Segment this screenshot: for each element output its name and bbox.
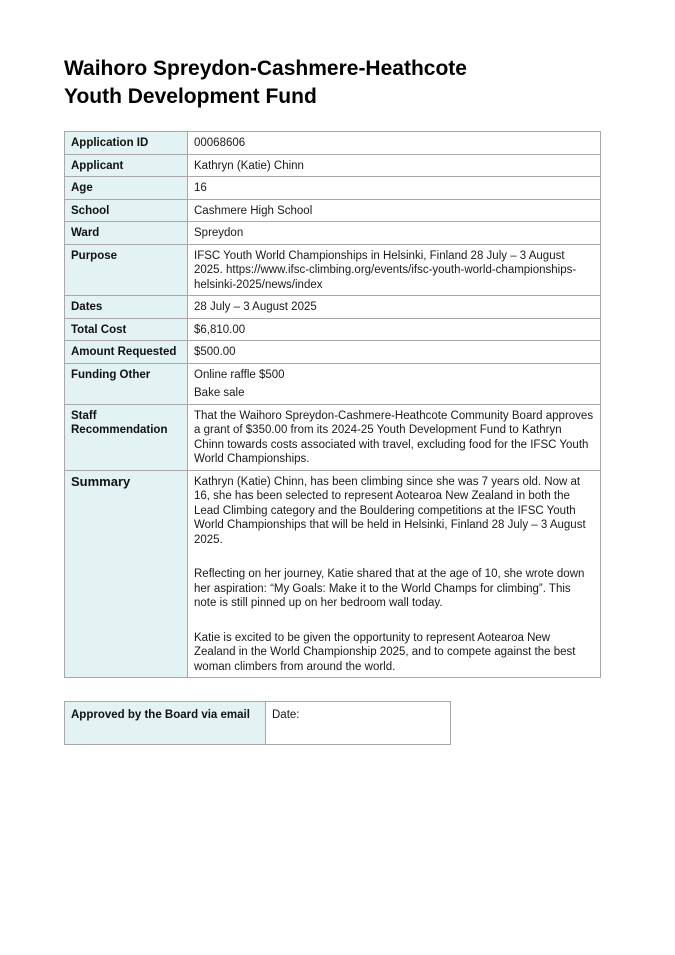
approval-label: Approved by the Board via email bbox=[65, 702, 266, 745]
amount-requested-value: $500.00 bbox=[188, 341, 601, 364]
row-school bbox=[65, 199, 601, 222]
row-total-cost bbox=[65, 318, 601, 341]
age-value: 16 bbox=[188, 177, 601, 200]
row-dates bbox=[65, 296, 601, 319]
total-cost-label: Total Cost bbox=[65, 318, 188, 341]
summary-paragraph: Reflecting on her journey, Katie shared that at the age of 10, she wrote down her aspiration: “My Goals: Make it to the World Champs for climbing”. This note is still pinned up on her bedroom wall today. bbox=[194, 568, 585, 609]
application-id-label: Application ID bbox=[65, 132, 188, 155]
amount-requested-label: Amount Requested bbox=[65, 341, 188, 364]
school-value: Cashmere High School bbox=[188, 199, 601, 222]
application-details-table bbox=[64, 131, 601, 678]
row-purpose bbox=[65, 244, 601, 296]
row-application-id bbox=[65, 132, 601, 155]
document-title bbox=[64, 55, 467, 111]
staff-recommendation-value: That the Waihoro Spreydon-Cashmere-Heathcote Community Board approves a grant of $350.00 from its 2024-25 Youth Development Fund to Kathryn Chinn towards costs associated with travel, excluding food for the IFSC Youth World Championships. bbox=[188, 404, 601, 470]
ward-value: Spreydon bbox=[188, 222, 601, 245]
funding-other-item: Online raffle $500 bbox=[194, 368, 285, 381]
row-approval bbox=[65, 702, 451, 745]
row-amount-requested bbox=[65, 341, 601, 364]
row-summary bbox=[65, 470, 601, 678]
approval-date-field[interactable]: Date: bbox=[266, 702, 451, 745]
row-staff-recommendation bbox=[65, 404, 601, 470]
applicant-label: Applicant bbox=[65, 154, 188, 177]
title-line-1: Waihoro Spreydon-Cashmere-Heathcote bbox=[64, 57, 467, 80]
ward-label: Ward bbox=[65, 222, 188, 245]
age-label: Age bbox=[65, 177, 188, 200]
purpose-value: IFSC Youth World Championships in Helsinki, Finland 28 July – 3 August 2025. https://www.ifsc-climbing.org/events/ifsc-youth-world-championships-helsinki-2025/news/index bbox=[188, 244, 601, 296]
funding-other-label: Funding Other bbox=[65, 363, 188, 404]
funding-other-value bbox=[188, 363, 601, 404]
summary-label: Summary bbox=[65, 470, 188, 678]
row-ward bbox=[65, 222, 601, 245]
title-line-2: Youth Development Fund bbox=[64, 85, 317, 108]
total-cost-value: $6,810.00 bbox=[188, 318, 601, 341]
row-age bbox=[65, 177, 601, 200]
staff-recommendation-label: Staff Recommendation bbox=[65, 404, 188, 470]
row-applicant bbox=[65, 154, 601, 177]
approval-table bbox=[64, 701, 451, 745]
summary-value bbox=[188, 470, 601, 678]
summary-paragraph: Katie is excited to be given the opportunity to represent Aotearoa New Zealand in the World Championship 2025, and to compete against the best woman climbers from around the world. bbox=[194, 631, 576, 673]
row-funding-other bbox=[65, 363, 601, 404]
dates-value: 28 July – 3 August 2025 bbox=[188, 296, 601, 319]
application-id-value: 00068606 bbox=[188, 132, 601, 155]
purpose-label: Purpose bbox=[65, 244, 188, 296]
funding-other-item: Bake sale bbox=[194, 387, 245, 399]
dates-label: Dates bbox=[65, 296, 188, 319]
school-label: School bbox=[65, 199, 188, 222]
summary-paragraph: Kathryn (Katie) Chinn, has been climbing since she was 7 years old. Now at 16, she has been selected to represent Aotearoa New Zealand in both the Lead Climbing category and the Bouldering competitions at the IFSC Youth World Championships that will be held in Helsinki, Finland 28 July – 3 August 2025. bbox=[194, 475, 586, 546]
applicant-value: Kathryn (Katie) Chinn bbox=[188, 154, 601, 177]
